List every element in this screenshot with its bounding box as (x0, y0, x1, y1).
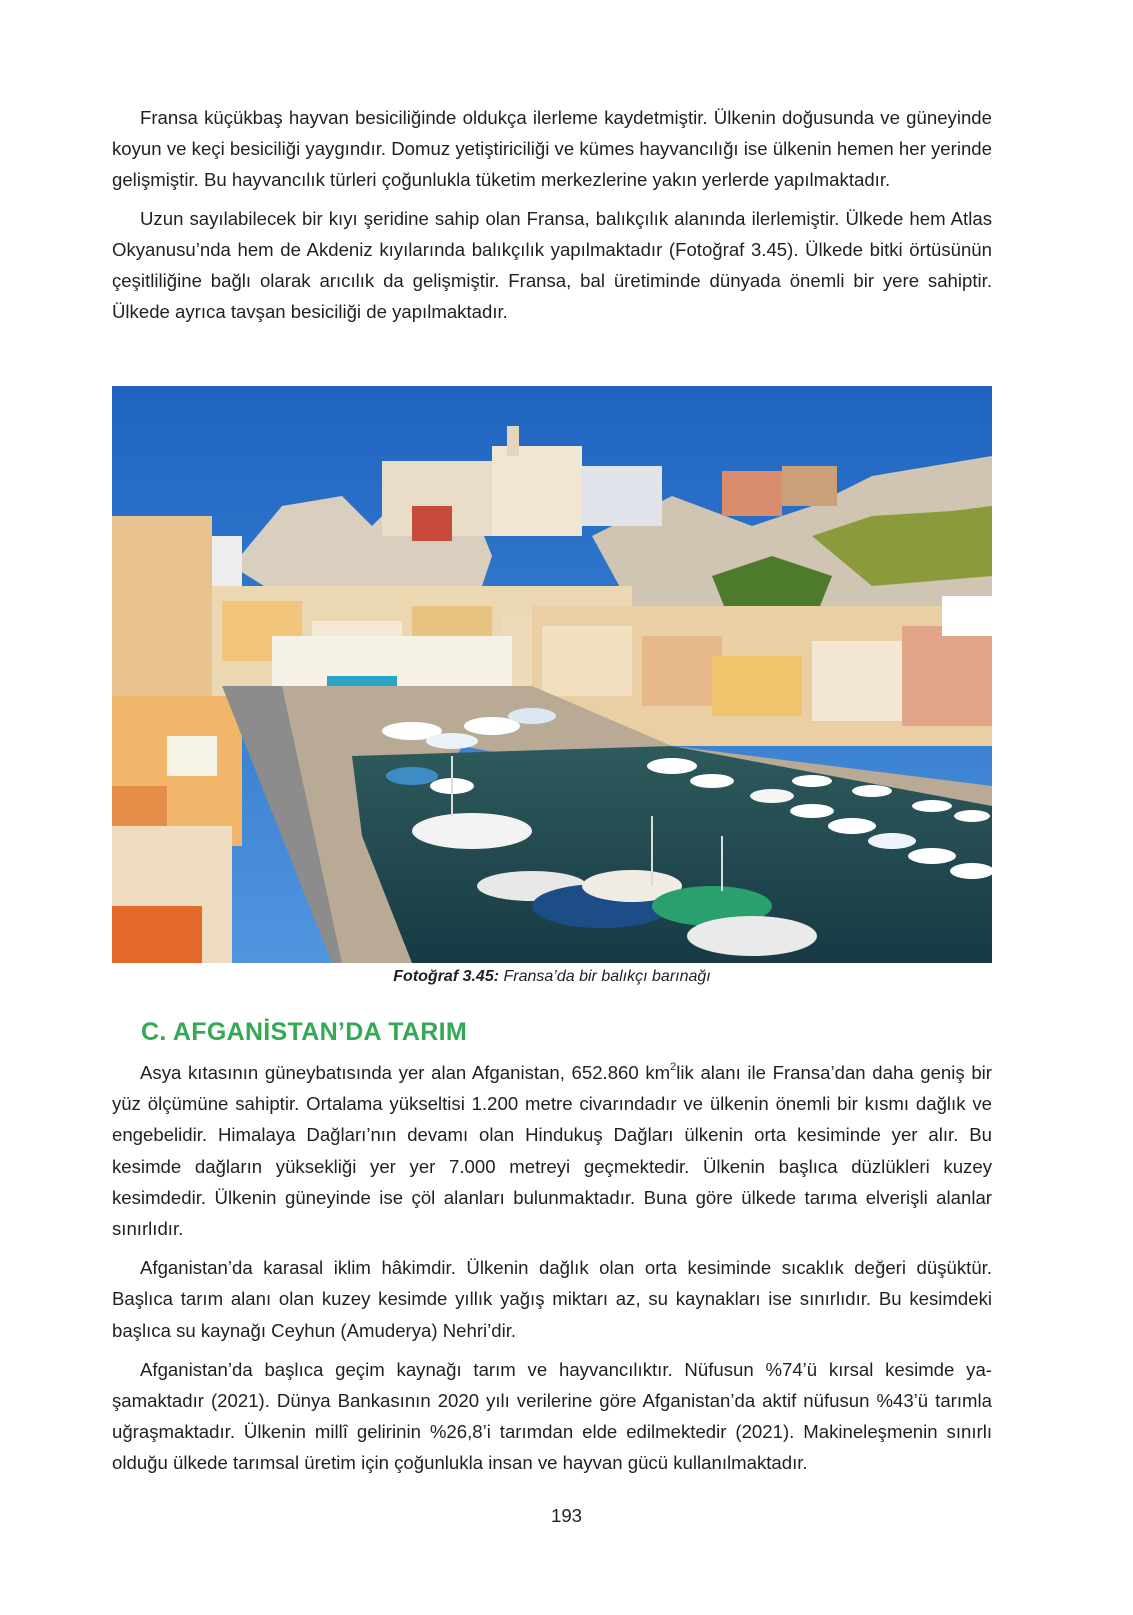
building (582, 466, 662, 526)
building (942, 596, 992, 636)
building (412, 506, 452, 541)
building (712, 656, 802, 716)
harbor-photo (112, 386, 992, 963)
paragraph-geography (112, 1057, 992, 1244)
paragraph-climate: Afganistan’da karasal iklim hâkimdir. Ülkenin dağlık olan orta kesiminde sıcaklık değeri düşüktür. Başlıca tarım alanı olan kuzey kesimde yıllık yağış miktarı az, su kaynakları ise sınırlıdır. Bu kesimdeki başlıca su kaynağı Ceyhun (Amuderya) Nehri’dir. (112, 1257, 992, 1341)
building (812, 641, 902, 721)
building (542, 626, 632, 696)
harbor-illustration (112, 386, 992, 963)
afghanistan-text (112, 1057, 992, 1479)
geography-text: lik alanı ile Fransa’dan daha geniş bir yüz ölçümüne sahiptir. Ortalama yükseltisi 1.200 metre civarındadır ve ülkenin önemli bir kısmı dağlık ve engebelidir. Himalaya Dağları’nın devamı olan Hindukuş Dağları ülkenin orta kesiminde yer alır. Bu kesimde dağların yüksekliği yer yer 7.000 metreyi geçmektedir. Ülkenin başlıca düzlükleri kuzey kesimdedir. Ülkenin güneyinde ise çöl alanları bulunmaktadır. Buna göre ülkede tarıma elverişli alanlar sınırlıdır. (112, 1062, 992, 1240)
caption-label: Fotoğraf 3.45: (393, 968, 500, 985)
paragraph-fishing: Uzun sayılabilecek bir kıyı şeridine sahip olan Fransa, balıkçılık alanında ilerlemiştir. Ülkede hem Atlas Okyanusu’nda hem de Akdeniz kıyılarında balıkçılık yapılmaktadır (Fotoğraf 3.45). Ülkede bitki örtüsünün çeşitliliğine bağlı olarak arıcılık da gelişmiştir. Fransa, bal üretiminde dünyada önemli bir yere sahiptir. Ülkede ayrıca tavşan besiciliği de yapılmaktadır. (112, 207, 992, 323)
window (167, 736, 217, 776)
page-number: 193 (550, 1505, 583, 1526)
section-heading: C. AFGANİSTAN’DA TARIM (141, 1018, 468, 1046)
area-text: Asya kıtasının güneybatısında yer alan Afganistan, 652.860 km (140, 1062, 671, 1083)
building (902, 626, 992, 726)
photo-caption (112, 968, 992, 986)
paragraph-economy: Afganistan’da başlıca geçim kaynağı tarım ve hayvancılıktır. Nüfusun %74’ü kırsal kesimde yaşamaktadır (2021). Dünya Bankasının 2020 yılı verilerine göre Afganistan’da aktif nüfusun %43’ü tarımla uğraşmaktadır. Ülkenin millî gelirinin %26,8’i tarımdan elde edilmektedir (2021). Makineleşmenin sınırlı olduğu ülkede tarımsal üretim için çoğunlukla insan ve hayvan gücü kullanılmaktadır. (112, 1358, 992, 1474)
building (782, 466, 837, 506)
church-tower (507, 426, 519, 456)
paragraph-livestock: Fransa küçükbaş hayvan besiciliğinde oldukça ilerleme kaydetmiştir. Ülkenin doğusunda ve güneyinde koyun ve keçi besiciliği yaygındır. Domuz yetiştiriciliği ve kümes hayvancılığı ise ülkenin hemen her yerinde gelişmiştir. Bu hayvancılık türleri çoğunlukla tüketim merkezlerine yakın yerlerde yapılmaktadır. (112, 107, 992, 191)
superscript-2: 2 (670, 1060, 677, 1073)
caption-text: Fransa’da bir balıkçı barınağı (499, 968, 711, 985)
building (722, 471, 782, 516)
intro-text (112, 102, 992, 327)
roof (112, 906, 202, 963)
building (492, 446, 582, 536)
building (642, 636, 722, 706)
roof (112, 786, 167, 826)
